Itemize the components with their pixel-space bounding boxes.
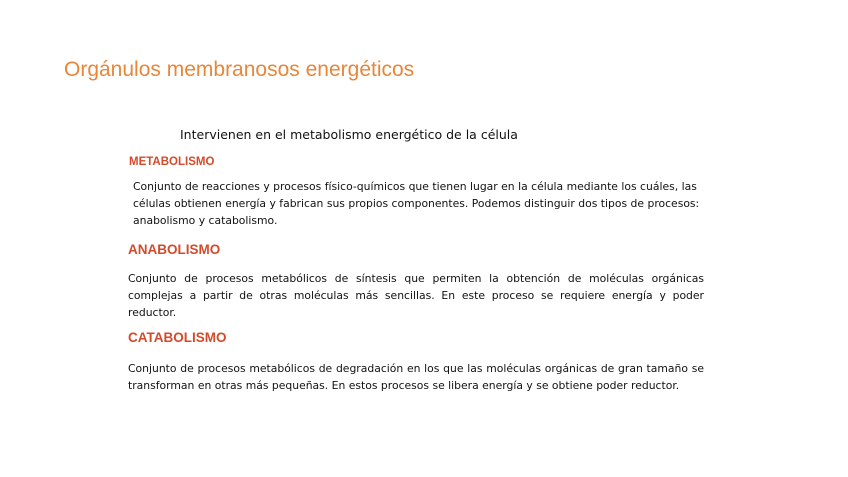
slide-subtitle: Intervienen en el metabolismo energético de la célula: [180, 127, 518, 142]
heading-anabolismo: ANABOLISMO: [128, 242, 221, 257]
text-anabolismo: Conjunto de procesos metabólicos de síntesis que permiten la obtención de moléculas orgánicas complejas a partir de otras moléculas más sencillas. En este proceso se requiere energía y poder reductor.: [128, 272, 704, 319]
slide-title: Orgánulos membranosos energéticos: [64, 58, 415, 81]
heading-catabolismo: CATABOLISMO: [128, 330, 227, 345]
heading-metabolismo: METABOLISMO: [129, 156, 215, 168]
text-catabolismo: Conjunto de procesos metabólicos de degradación en los que las moléculas orgánicas de gran tamaño se transforman en otras más pequeñas. En estos procesos se libera energía y se obtiene poder reductor.: [128, 362, 704, 392]
text-metabolismo: Conjunto de reacciones y procesos físico-químicos que tienen lugar en la célula mediante los cuáles, las células obtienen energía y fabrican sus propios componentes. Podemos distinguir dos tipos de procesos: anabolismo y catabolismo.: [133, 180, 700, 227]
